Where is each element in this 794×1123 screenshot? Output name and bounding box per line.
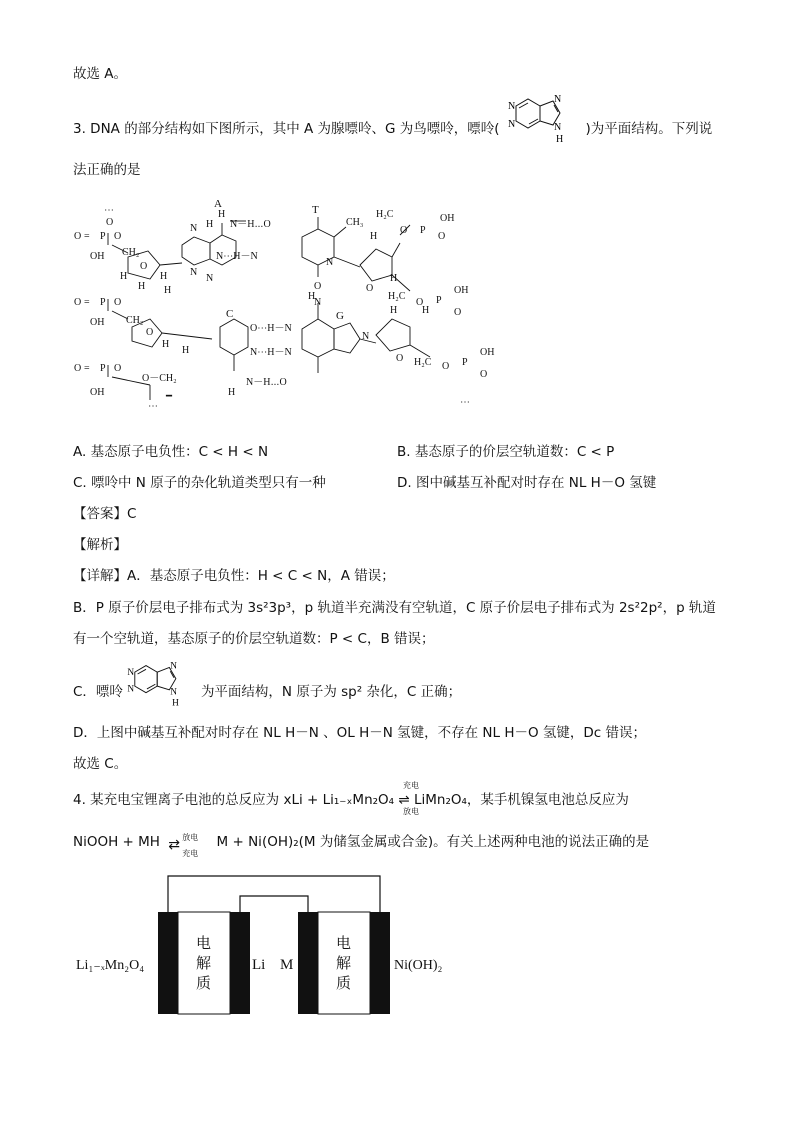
svg-text:N－H⋯O: N－H⋯O: [230, 219, 271, 230]
q3-stem-part1: 3. DNA 的部分结构如下图所示，其中 A 为腺嘌呤、G 为鸟嘌呤，嘌呤(: [73, 121, 500, 137]
svg-text:H₂C: H₂C: [376, 209, 394, 220]
svg-text:H: H: [120, 271, 128, 282]
label-ni-oh-2: Ni(OH)₂: [394, 958, 443, 973]
svg-text:H: H: [422, 305, 430, 316]
svg-text:O: O: [442, 361, 450, 372]
q3-option-b[interactable]: B. 基态原子的价层空轨道数：C < P: [397, 444, 615, 460]
svg-text:O: O: [400, 225, 408, 236]
svg-text:CH₂: CH₂: [126, 315, 144, 326]
svg-text:P: P: [100, 297, 106, 308]
q3-option-d[interactable]: D. 图中碱基互补配对时存在 NL H－O 氢键: [397, 475, 657, 491]
electrolyte-right-2: 解: [336, 956, 352, 972]
svg-text:N: N: [362, 331, 370, 342]
svg-text:N: N: [127, 684, 135, 695]
svg-text:OH: OH: [454, 285, 469, 296]
svg-text:O: O: [454, 307, 462, 318]
q3-analysis-title: 【解析】: [73, 537, 127, 553]
q4-reactants: NiOOH + MH: [73, 834, 160, 850]
svg-text:O: O: [438, 231, 446, 242]
svg-text:H: H: [182, 345, 190, 356]
svg-text:OH: OH: [480, 347, 495, 358]
svg-text:O: O: [114, 297, 122, 308]
svg-text:N: N: [170, 687, 178, 698]
svg-text:H: H: [162, 339, 170, 350]
svg-text:O: O: [114, 231, 122, 242]
label-li: Li: [252, 957, 266, 973]
svg-text:N⋯H－N: N⋯H－N: [250, 347, 292, 358]
q3-detail-b-line2: 有一个空轨道，基态原子的价层空轨道数：P < C，B 错误；: [73, 631, 435, 647]
svg-text:H₂C: H₂C: [388, 291, 406, 302]
svg-text:N⋯H－N: N⋯H－N: [216, 251, 258, 262]
purine-h9: H: [556, 134, 564, 145]
battery-diagram: [70, 868, 490, 1028]
q3-stem-line2: 法正确的是: [73, 162, 141, 178]
q3-detail-b-line1: B．P 原子价层电子排布式为 3s²3p³，p 轨道半充满没有空轨道，C 原子价层电子排布式为 2s²2p²，p 轨道: [73, 600, 716, 616]
q3-detail-c-post: 为平面结构，N 原子为 sp² 杂化，C 正确；: [200, 684, 462, 700]
label-m: M: [280, 957, 294, 973]
q3-detail-c-pre: C．嘌呤: [73, 684, 123, 700]
svg-text:O: O: [416, 297, 424, 308]
svg-text:=: =: [84, 231, 90, 242]
q4-stem-line2: [73, 832, 650, 858]
svg-text:H: H: [164, 285, 172, 296]
svg-text:OH: OH: [90, 317, 105, 328]
svg-text:H: H: [206, 219, 214, 230]
svg-text:P: P: [420, 225, 426, 236]
svg-text:N: N: [127, 667, 135, 678]
purine-n7: N: [554, 94, 562, 105]
purine-structure-analysis: [118, 660, 202, 716]
q3-conclusion: 故选 C。: [73, 756, 128, 772]
svg-text:P: P: [436, 295, 442, 306]
svg-text:N: N: [170, 661, 178, 672]
q3-answer: 【答案】C: [73, 506, 137, 522]
dots-top-left: ⋯: [104, 205, 114, 216]
svg-text:H: H: [172, 698, 179, 709]
svg-text:O⋯H－N: O⋯H－N: [250, 323, 292, 334]
dots-bottom-right: ⋯: [460, 397, 470, 408]
label-A: A: [214, 198, 222, 210]
electrolyte-right-1: 电: [336, 936, 352, 952]
dna-structure-diagram: [70, 195, 520, 415]
q3-option-a[interactable]: A. 基态原子电负性：C < H < N: [73, 444, 269, 460]
svg-text:H: H: [228, 387, 236, 398]
label-G: G: [336, 310, 344, 322]
svg-text:OH: OH: [440, 213, 455, 224]
q4-products: M + Ni(OH)₂(M 为储氢金属或合金)。有关上述两种电池的说法正确的是: [216, 834, 650, 850]
svg-text:O: O: [74, 297, 82, 308]
purine-n3: N: [508, 119, 516, 130]
svg-text:OH: OH: [90, 251, 105, 262]
svg-text:N－H⋯O: N－H⋯O: [246, 377, 287, 388]
electrolyte-left-2: 解: [196, 956, 212, 972]
svg-text:H: H: [308, 291, 316, 302]
svg-text:N: N: [314, 297, 322, 308]
svg-text:O: O: [140, 261, 148, 272]
svg-text:O: O: [114, 363, 122, 374]
arrow2: ⇄ 放电 充电: [164, 832, 212, 852]
svg-text:H₂C: H₂C: [414, 357, 432, 368]
svg-text:H: H: [370, 231, 378, 242]
left-outer-electrode: [158, 912, 178, 1014]
svg-text:=: =: [84, 297, 90, 308]
right-outer-electrode: [370, 912, 390, 1014]
q3-option-c[interactable]: C. 嘌呤中 N 原子的杂化轨道类型只有一种: [73, 475, 326, 491]
label-T: T: [312, 204, 319, 216]
svg-text:N: N: [190, 223, 198, 234]
purine-structure-stem: [498, 94, 588, 152]
svg-text:P: P: [462, 357, 468, 368]
electrolyte-left-1: 电: [196, 936, 212, 952]
q3-detail-d: D．上图中碱基互补配对时存在 NL H－N 、OL H－N 氢键，不存在 NL H－O 氢键，Dc 错误；: [73, 725, 646, 741]
svg-text:O: O: [146, 327, 154, 338]
electrolyte-right-3: 质: [336, 976, 352, 992]
svg-text:OH: OH: [90, 387, 105, 398]
purine-n1: N: [508, 101, 516, 112]
li-electrode: [230, 912, 250, 1014]
svg-text:P: P: [100, 231, 106, 242]
svg-text:━: ━: [166, 391, 173, 402]
svg-text:H: H: [218, 209, 226, 220]
svg-text:H: H: [390, 273, 398, 284]
svg-text:N: N: [190, 267, 198, 278]
label-C: C: [226, 308, 234, 320]
svg-text:O: O: [74, 231, 82, 242]
purine-n9: N: [554, 122, 562, 133]
svg-text:CH₃: CH₃: [346, 217, 364, 228]
svg-text:O: O: [396, 353, 404, 364]
svg-text:CH₂: CH₂: [122, 247, 140, 258]
arrow2-top-label: 放电: [182, 833, 199, 842]
q3-stem: [73, 113, 712, 139]
svg-text:H: H: [138, 281, 146, 292]
svg-text:O: O: [106, 217, 114, 228]
svg-text:=: =: [84, 363, 90, 374]
label-li1-x-mn2o4: Li₁₋ₓMn₂O₄: [76, 958, 145, 973]
q4-stem-line1: 4. 某充电宝锂离子电池的总反应为 xLi + Li₁₋ₓMn₂O₄ ⇌ LiMn₂O₄，某手机镍氢电池总反应为: [73, 792, 629, 808]
q3-detail-a: 【详解】A．基态原子电负性：H < C < N，A 错误；: [73, 568, 395, 584]
m-electrode: [298, 912, 318, 1014]
electrolyte-left-3: 质: [196, 976, 212, 992]
svg-text:O: O: [74, 363, 82, 374]
q3-stem-part2: )为平面结构。下列说: [585, 121, 713, 137]
svg-text:O: O: [366, 283, 374, 294]
svg-text:O: O: [480, 369, 488, 380]
arrow1-bottom-label: 放电: [403, 807, 419, 816]
svg-text:N: N: [206, 273, 214, 284]
dots-bottom-left: ⋯: [148, 401, 158, 412]
q2-conclusion: 故选 A。: [73, 66, 128, 82]
svg-text:P: P: [100, 363, 106, 374]
svg-text:O－CH₂: O－CH₂: [142, 373, 177, 384]
svg-text:H: H: [160, 271, 168, 282]
svg-text:N: N: [326, 257, 334, 268]
svg-text:O: O: [314, 281, 322, 292]
arrow1-top-label: 充电: [403, 781, 419, 790]
arrow2-bottom-label: 充电: [182, 849, 199, 858]
svg-text:H: H: [390, 305, 398, 316]
